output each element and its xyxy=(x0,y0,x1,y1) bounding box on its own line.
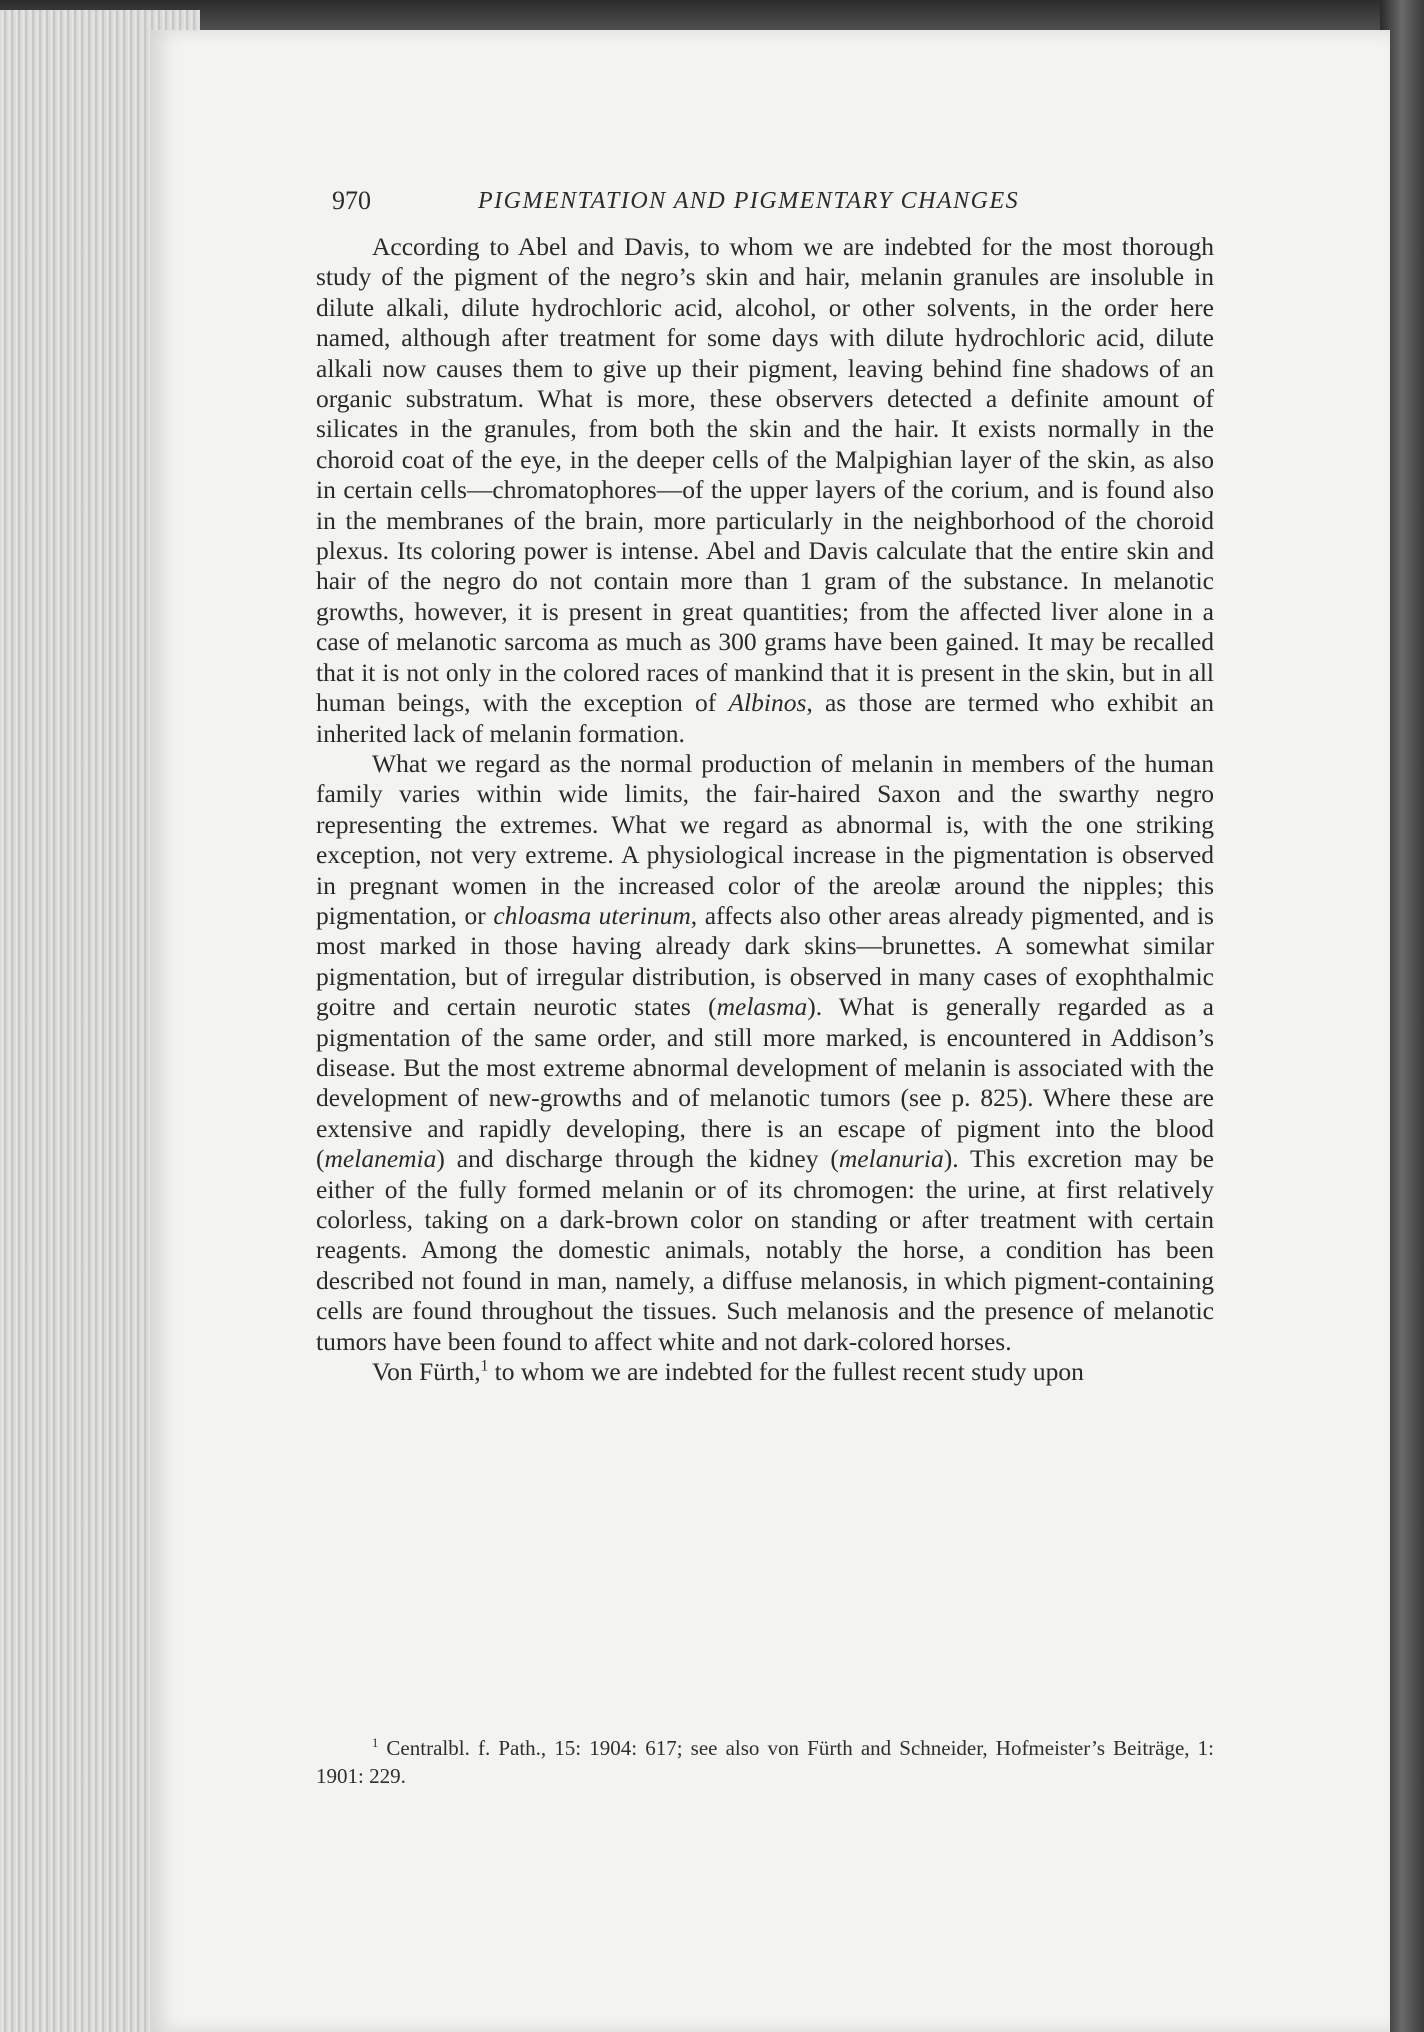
page-number: 970 xyxy=(332,186,371,215)
paragraph-2 xyxy=(316,749,1214,1357)
text-run: , affects also other areas already pigmented, and is most marked in those having already dark skins—brunettes. A somewhat similar pigmentation, but of irregular distribution, is observed in many cases of exophthalmic goitre and certain neurotic states ( xyxy=(316,900,1214,1022)
footnote-text: Centralbl. f. Path., 15: 1904: 617; see also von Fürth and Schneider, Hofmeister’s Beiträge, 1: 1901: 229. xyxy=(316,1736,1214,1788)
italic-term: Albinos xyxy=(728,688,807,718)
page-header xyxy=(332,186,1092,226)
text-run: According to Abel and Davis, to whom we are indebted for the most thorough study of the pigment of the negro’s skin and hair, melanin granules are insoluble in dilute alkali, dilute hydrochloric acid, alcohol, or other solvents, in the order here named, although after treatment for some days with dilute hydrochloric acid, dilute alkali now causes them to give up their pigment, leaving behind fine shadows of an organic substratum. What is more, these observers detected a definite amount of silicates in the granules, from both the skin and the hair. It exists normally in the choroid coat of the eye, in the deeper cells of the Malpighian layer of the skin, as also in certain cells—chromatophores—of the upper layers of the corium, and is found also in the membranes of the brain, more particularly in the neighborhood of the choroid plexus. Its coloring power is intense. Abel and Davis calculate that the entire skin and hair of the negro do not contain more than 1 gram of the substance. In melanotic growths, however, it is present in great quantities; from the affected liver alone in a case of melanotic sarcoma as much as 300 grams have been gained. It may be recalled that it is not only in the colored races of mankind that it is present in the skin, but in all human beings, with the exception of xyxy=(316,232,1214,718)
italic-term: melasma xyxy=(716,992,808,1022)
text-run: , as those are termed who exhibit an inherited lack of melanin formation. xyxy=(316,688,1214,748)
running-title: PIGMENTATION AND PIGMENTARY CHANGES xyxy=(478,188,1020,214)
text-run: ). What is generally regarded as a pigmentation of the same order, and still more marked, is encountered in Addison’s disease. But the most extreme abnormal development of melanin is associated with the development of new-growths and of melanotic tumors (see p. 825). Where these are extensive and rapidly developing, there is an escape of pigment into the blood ( xyxy=(316,992,1214,1174)
italic-term: chloasma uterinum xyxy=(493,900,691,930)
footnote-ref: 1 xyxy=(480,1357,489,1375)
footnote-marker: 1 xyxy=(372,1736,379,1750)
text-run: to whom we are indebted for the fullest recent study upon xyxy=(488,1357,1084,1387)
italic-term: melanuria xyxy=(838,1144,944,1174)
text-run: What we regard as the normal production of melanin in members of the human family varies within wide limits, the fair-haired Saxon and the swarthy negro representing the extremes. What we regard as abnormal is, with the one striking exception, not very extreme. A physiological increase in the pigmentation is observed in pregnant women in the increased color of the areolæ around the nipples; this pigmentation, or xyxy=(316,748,1214,930)
footnote xyxy=(316,1734,1214,1790)
paragraph-1 xyxy=(316,232,1214,749)
paragraph-3 xyxy=(316,1357,1214,1387)
text-run: ) and discharge through the kidney ( xyxy=(436,1144,839,1174)
italic-term: melanemia xyxy=(324,1144,437,1174)
text-run: Von Fürth, xyxy=(372,1357,481,1387)
text-run: ). This excretion may be either of the fully formed melanin or of its chromogen: the urine, at first relatively colorless, taking on a dark-brown color on standing or after treatment with certain reagents. Among the domestic animals, notably the horse, a condition has been described not found in man, namely, a diffuse melanosis, in which pigment-containing cells are found throughout the tissues. Such melanosis and the presence of melanotic tumors have been found to affect white and not dark-colored horses. xyxy=(316,1144,1215,1356)
body-text xyxy=(316,232,1214,1387)
